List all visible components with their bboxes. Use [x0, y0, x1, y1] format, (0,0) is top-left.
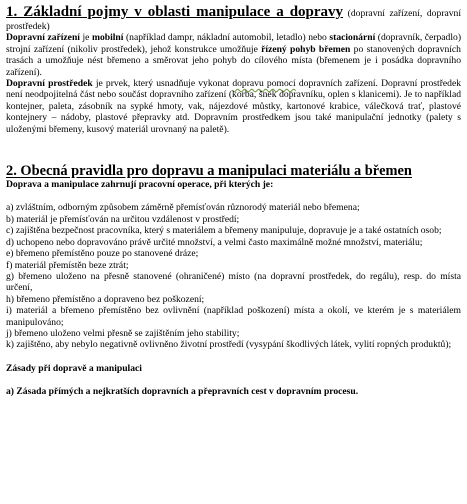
text-span: (dopravník, čerpadlo) strojní zařízení (nikoliv prostředek), jehož konstrukce umožňuje	[6, 32, 462, 55]
term-mobilni: mobilní	[91, 32, 124, 44]
paragraph-dopravni-prostredek	[6, 78, 461, 135]
list-item-g: g) břemeno uloženo na přesně stanovené (ohraničené) místo (na dopravní prostředek, do regálu), resp. do místa určení,	[6, 270, 461, 294]
text-span: (například dampr, nákladní automobil, letadlo) nebo	[123, 32, 330, 44]
list-item-k: k) zajištěno, aby nebylo negativně ovlivněno životní prostředí (vysypání škodlivých látek, vylití ropných produktů);	[6, 339, 452, 351]
section2-heading: 2. Obecná pravidla pro dopravu a manipulaci materiálu a břemen	[6, 163, 412, 180]
spacer	[6, 351, 461, 363]
spacer	[6, 135, 461, 163]
list-item-h: h) břemeno přemístěno a dopraveno bez poškození;	[6, 293, 205, 305]
text-span: je prvek, který usnadňuje vykonat	[92, 78, 233, 90]
section1-heading-note: (dopravní zařízení, dopravní prostředek)	[6, 8, 461, 32]
term-rizeny-pohyb: řízený pohyb břemen	[261, 43, 351, 55]
list-item-b: b) materiál je přemísťován na určitou vzdálenost v prostředí;	[6, 213, 240, 225]
list-item-e: e) břemeno přemístěno pouze po stanovené dráze;	[6, 248, 199, 260]
rule-a: a) Zásada přímých a nejkratších dopravních a přepravních cest v dopravním procesu.	[6, 386, 359, 398]
paragraph-dopravni-zarizeni	[6, 32, 461, 78]
list-item-d: d) uchopeno nebo dopravováno právě určité množství, a velmi často maximálně možné množství, materiálu;	[6, 236, 423, 248]
term-stacionarni: stacionární	[329, 32, 376, 44]
spacer	[6, 374, 461, 386]
term-dopravni-zarizeni: Dopravní zařízení	[6, 32, 80, 44]
spacer	[6, 190, 461, 202]
text-span: je	[79, 32, 92, 44]
text-span: dopravních zařízení. Dopravní prostředek není neodpojitelná část nebo součást dopravního zařízení (korba, šnek dopravníku, oplen s klanicemi). Je to například kontejner, paleta, zásobník na sypké hmoty, vak, nájezdové můstky, kartonové krabice, válečková trať, plastové kontejnery – nádoby, plastové přepravky atd. Dopravním prostředkem jsou také manipulační jednotky (palety s uloženými břemeny, kusový materiál urovnaný na paletě).	[6, 78, 462, 135]
list-item-j: j) břemeno uloženo velmi přesně se zajištěním jeho stability;	[6, 327, 240, 339]
subheading-zasady: Zásady při dopravě a manipulaci	[6, 362, 142, 374]
text-span: po stanovených dopravních trasách a umožňuje nést břemeno a směrovat jeho pohyb do cílového místa (břemenem je i posádka dopravního zařízení).	[6, 43, 461, 78]
list-item-f: f) materiál přemístěn beze ztrát;	[6, 259, 129, 271]
list-item-a: a) zvláštním, odborným způsobem záměrně přemísťován různorodý materiál nebo břemena;	[6, 202, 360, 214]
section1-heading-line	[6, 4, 461, 32]
section2-intro: Doprava a manipulace zahrnují pracovní operace, při kterých je:	[6, 179, 274, 191]
list-item-c: c) zajištěna bezpečnost pracovníka, který s materiálem a břemeny manipuluje, dopravuje je a také ostatních osob;	[6, 225, 442, 237]
term-dopravni-prostredek: Dopravní prostředek	[6, 78, 93, 90]
spellcheck-phrase: dopravu pomocí	[232, 78, 296, 90]
list-item-i: i) materiál a břemeno přemístěno bez ovlivnění (například poškození) místa a okolí, ve kterém je s materiálem manipulováno;	[6, 305, 461, 328]
section1-heading: 1. Základní pojmy v oblasti manipulace a dopravy	[6, 4, 344, 20]
